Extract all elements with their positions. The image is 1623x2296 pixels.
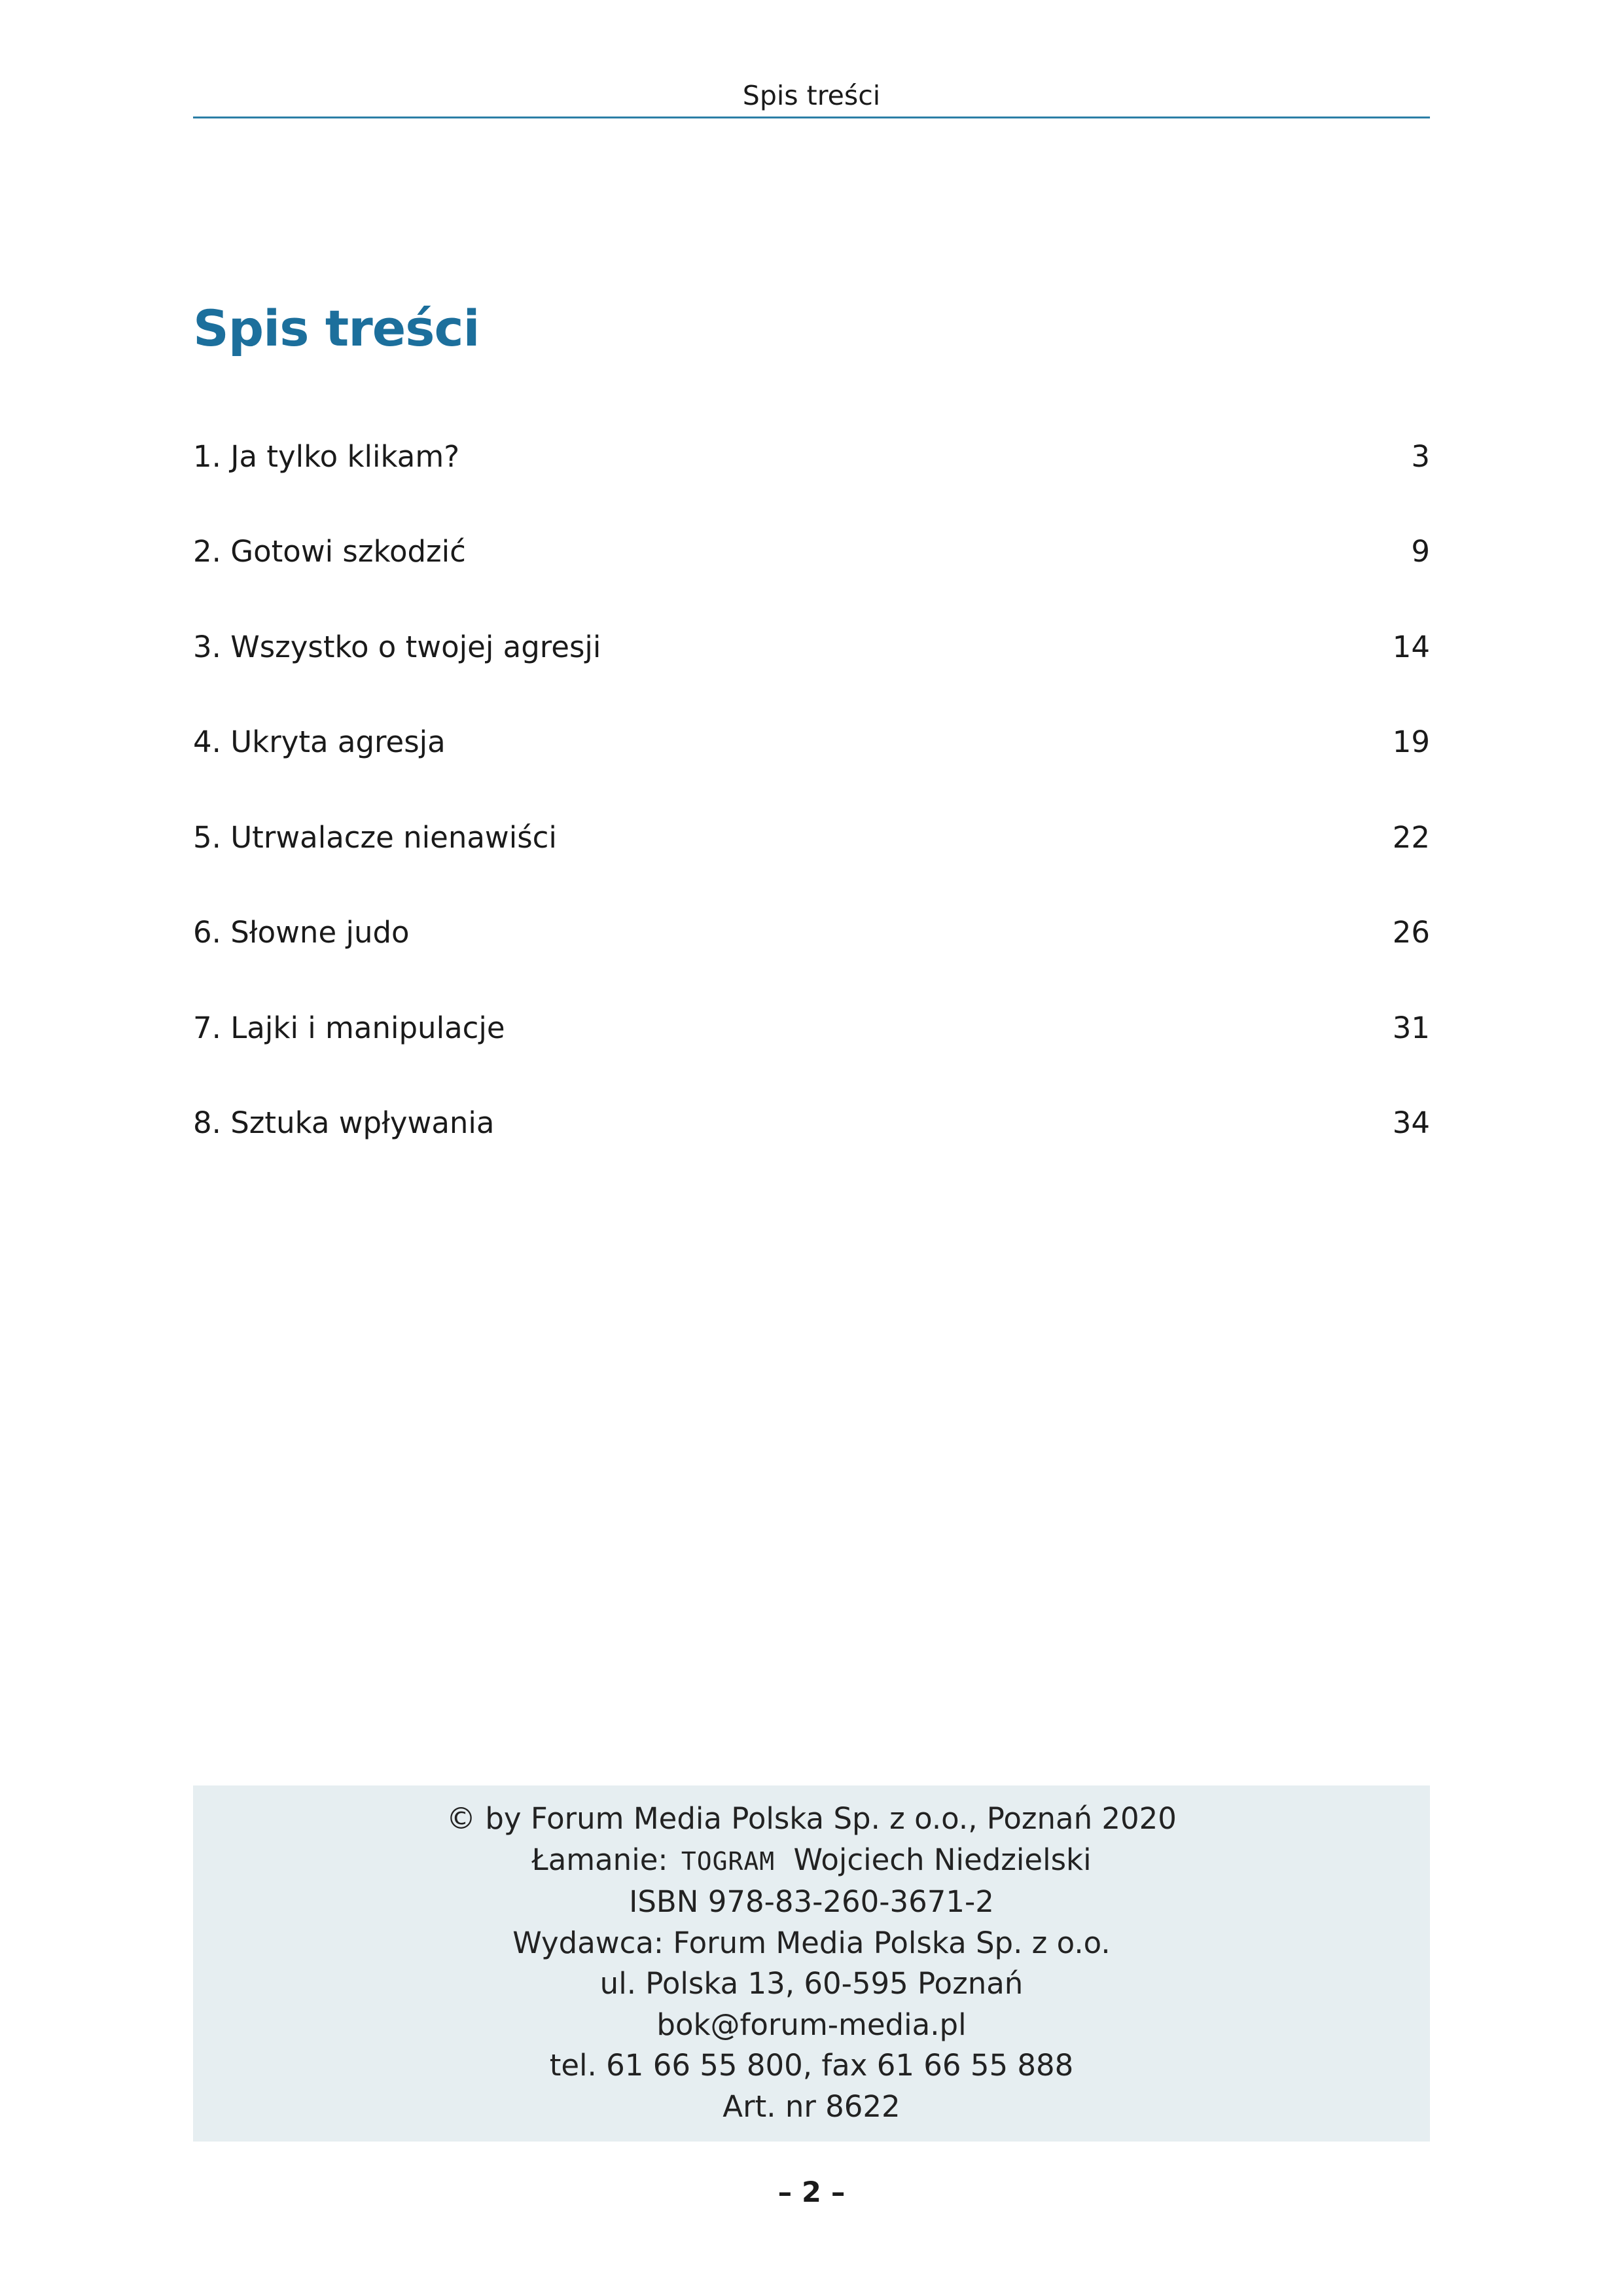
toc-entry-page: 26	[1392, 915, 1430, 950]
table-of-contents	[193, 409, 1430, 1171]
article-number-line: Art. nr 8622	[722, 2089, 901, 2124]
toc-entry-page: 34	[1392, 1105, 1430, 1141]
toc-entry-page: 14	[1392, 629, 1430, 664]
toc-entry-page: 19	[1392, 725, 1430, 760]
toc-entry-title: 1. Ja tylko klikam?	[193, 439, 460, 474]
address-line: ul. Polska 13, 60-595 Poznań	[599, 1966, 1024, 2001]
toc-entry-title: 5. Utrwalacze nienawiści	[193, 819, 557, 855]
toc-entry[interactable]	[193, 600, 1430, 695]
toc-entry-title: 2. Gotowi szkodzić	[193, 534, 466, 569]
page-title: Spis treści	[193, 299, 480, 357]
typesetting-label: Łamanie:	[531, 1842, 668, 1877]
toc-entry-title: 8. Sztuka wpływania	[193, 1105, 495, 1141]
toc-entry-title: 6. Słowne judo	[193, 915, 410, 950]
isbn-line: ISBN 978-83-260-3671-2	[629, 1884, 994, 1919]
toc-entry-title: 3. Wszystko o twojej agresji	[193, 629, 601, 664]
toc-entry[interactable]	[193, 409, 1430, 505]
toc-entry[interactable]	[193, 505, 1430, 600]
toc-entry-page: 9	[1411, 534, 1430, 569]
phone-line: tel. 61 66 55 800, fax 61 66 55 888	[549, 2048, 1074, 2083]
copyright-line: © by Forum Media Polska Sp. z o.o., Poznań 2020	[446, 1801, 1177, 1836]
toc-entry[interactable]	[193, 790, 1430, 886]
imprint-box	[193, 1785, 1430, 2142]
publisher-line: Wydawca: Forum Media Polska Sp. z o.o.	[512, 1925, 1111, 1960]
toc-entry-title: 4. Ukryta agresja	[193, 725, 446, 760]
toc-entry-title: 7. Lajki i manipulacje	[193, 1010, 505, 1045]
toc-entry[interactable]	[193, 695, 1430, 791]
typesetting-line	[193, 1840, 1430, 1882]
toc-entry-page: 22	[1392, 819, 1430, 855]
toc-entry[interactable]	[193, 1076, 1430, 1172]
toc-entry-page: 31	[1392, 1010, 1430, 1045]
running-head: Spis treści	[742, 80, 881, 111]
header-rule	[193, 117, 1430, 118]
toc-entry[interactable]	[193, 980, 1430, 1076]
page-number: – 2 –	[777, 2176, 846, 2209]
toc-entry-page: 3	[1411, 439, 1430, 474]
toc-entry[interactable]	[193, 886, 1430, 981]
email-line[interactable]: bok@forum-media.pl	[656, 2007, 967, 2042]
typesetter-name: Wojciech Niedzielski	[793, 1842, 1092, 1877]
tograms-logo: TOGRAM	[681, 1846, 776, 1876]
